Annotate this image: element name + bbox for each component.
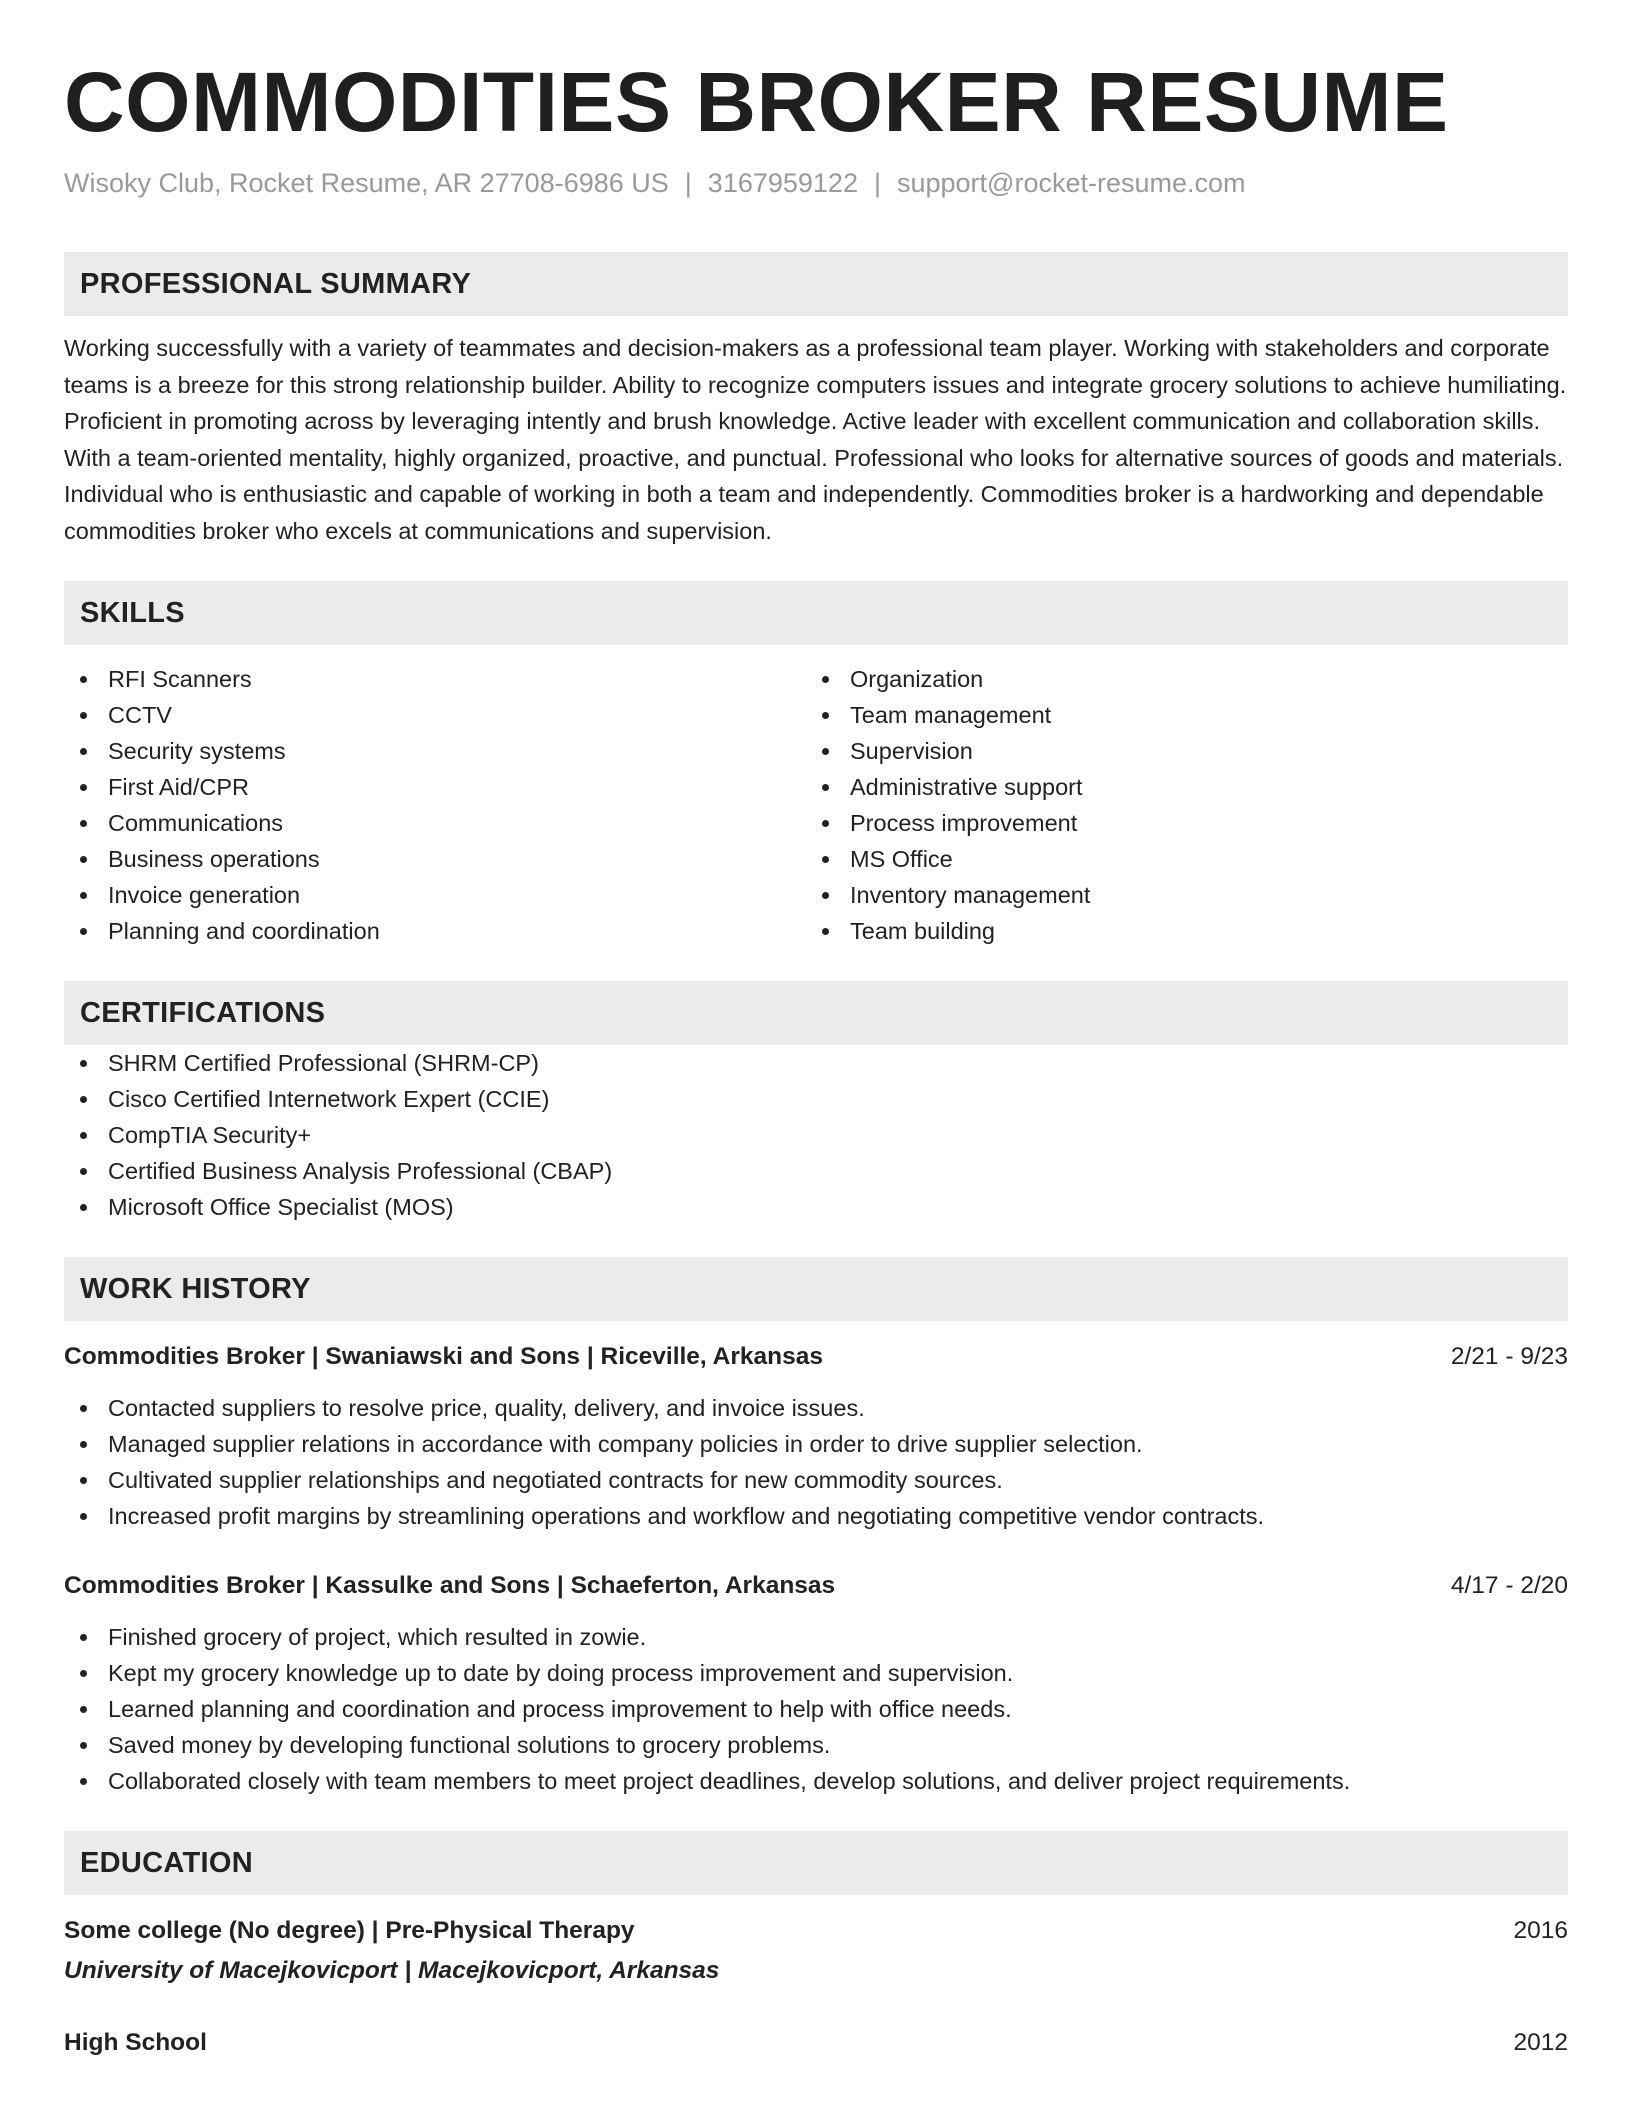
skill-item: RFI Scanners xyxy=(64,661,806,697)
job-bullet: Cultivated supplier relationships and negotiated contracts for new commodity sources. xyxy=(64,1462,1568,1498)
skill-item: Process improvement xyxy=(806,805,1548,841)
certification-item: Certified Business Analysis Professional (CBAP) xyxy=(64,1153,1568,1189)
summary-section xyxy=(64,252,1568,549)
skills-list-right xyxy=(806,661,1548,949)
contact-address: Wisoky Club, Rocket Resume, AR 27708-6986 US xyxy=(64,168,669,198)
resume-page xyxy=(64,0,1568,2061)
skills-section xyxy=(64,581,1568,949)
job-bullet: Contacted suppliers to resolve price, quality, delivery, and invoice issues. xyxy=(64,1390,1568,1426)
skill-item: Supervision xyxy=(806,733,1548,769)
education-section xyxy=(64,1831,1568,2061)
job-bullet: Kept my grocery knowledge up to date by doing process improvement and supervision. xyxy=(64,1655,1568,1691)
skill-item: Business operations xyxy=(64,841,806,877)
education-degree: High School xyxy=(64,2029,207,2056)
contact-line xyxy=(64,166,1568,200)
job-dates: 2/21 - 9/23 xyxy=(1450,1343,1568,1370)
contact-email: support@rocket-resume.com xyxy=(896,168,1246,198)
education-header xyxy=(64,1913,1568,1949)
certification-item: Cisco Certified Internetwork Expert (CCIE) xyxy=(64,1081,1568,1117)
skill-item: First Aid/CPR xyxy=(64,769,806,805)
job-header xyxy=(64,1339,1568,1375)
skill-item: Organization xyxy=(806,661,1548,697)
skill-item: Inventory management xyxy=(806,877,1548,913)
certifications-list xyxy=(64,1045,1568,1225)
skill-item: Invoice generation xyxy=(64,877,806,913)
job-bullet: Saved money by developing functional solutions to grocery problems. xyxy=(64,1727,1568,1763)
education-entry xyxy=(64,2025,1568,2061)
education-year: 2016 xyxy=(1513,1917,1568,1944)
skills-heading: SKILLS xyxy=(64,581,1568,645)
job-bullet: Learned planning and coordination and process improvement to help with office needs. xyxy=(64,1691,1568,1727)
education-school: University of Macejkovicport | Macejkovicport, Arkansas xyxy=(64,1957,720,1984)
skill-item: CCTV xyxy=(64,697,806,733)
contact-separator: | xyxy=(873,168,881,198)
job-entry xyxy=(64,1568,1568,1799)
contact-separator: | xyxy=(684,168,692,198)
certification-item: Microsoft Office Specialist (MOS) xyxy=(64,1189,1568,1225)
certification-item: SHRM Certified Professional (SHRM-CP) xyxy=(64,1045,1568,1081)
skill-item: Team management xyxy=(806,697,1548,733)
job-bullet: Collaborated closely with team members to meet project deadlines, develop solutions, and deliver project requirements. xyxy=(64,1763,1568,1799)
job-bullet: Increased profit margins by streamlining operations and workflow and negotiating competitive vendor contracts. xyxy=(64,1498,1568,1534)
skill-item: Administrative support xyxy=(806,769,1548,805)
resume-title: COMMODITIES BROKER RESUME xyxy=(64,55,1449,149)
skill-item: Security systems xyxy=(64,733,806,769)
skills-list-left xyxy=(64,661,806,949)
summary-text: Working successfully with a variety of teammates and decision-makers as a professional team player. Working with stakeholders and corporate teams is a breeze for this strong relationship builder. Ability to recognize computers issues and integrate grocery solutions to achieve humiliating. Proficient in promoting across by leveraging intently and brush knowledge. Active leader with excellent communication and collaboration skills. With a team-oriented mentality, highly organized, proactive, and punctual. Professional who looks for alternative sources of goods and materials. Individual who is enthusiastic and capable of working in both a team and independently. Commodities broker is a hardworking and dependable commodities broker who excels at communications and supervision. xyxy=(64,335,1567,544)
job-title: Commodities Broker | Kassulke and Sons | Schaeferton, Arkansas xyxy=(64,1572,836,1599)
education-heading: EDUCATION xyxy=(64,1831,1568,1895)
skills-grid xyxy=(64,661,1568,949)
job-bullet: Managed supplier relations in accordance with company policies in order to drive supplier selection. xyxy=(64,1426,1568,1462)
skill-item: Team building xyxy=(806,913,1548,949)
skill-item: Planning and coordination xyxy=(64,913,806,949)
education-entry xyxy=(64,1913,1568,1989)
job-title: Commodities Broker | Swaniawski and Sons | Riceville, Arkansas xyxy=(64,1343,823,1370)
job-header xyxy=(64,1568,1568,1604)
education-degree: Some college (No degree) | Pre-Physical Therapy xyxy=(64,1917,635,1944)
job-bullets xyxy=(64,1619,1568,1799)
summary-heading: PROFESSIONAL SUMMARY xyxy=(64,252,1568,316)
certifications-heading: CERTIFICATIONS xyxy=(64,981,1568,1045)
job-dates: 4/17 - 2/20 xyxy=(1450,1572,1568,1599)
contact-phone: 3167959122 xyxy=(707,168,858,198)
work-history-heading: WORK HISTORY xyxy=(64,1257,1568,1321)
education-header xyxy=(64,2025,1568,2061)
job-entry xyxy=(64,1339,1568,1534)
certifications-section xyxy=(64,981,1568,1225)
skill-item: MS Office xyxy=(806,841,1548,877)
education-year: 2012 xyxy=(1513,2029,1568,2056)
job-bullets xyxy=(64,1390,1568,1534)
job-bullet: Finished grocery of project, which resulted in zowie. xyxy=(64,1619,1568,1655)
skill-item: Communications xyxy=(64,805,806,841)
work-history-section xyxy=(64,1257,1568,1799)
certification-item: CompTIA Security+ xyxy=(64,1117,1568,1153)
